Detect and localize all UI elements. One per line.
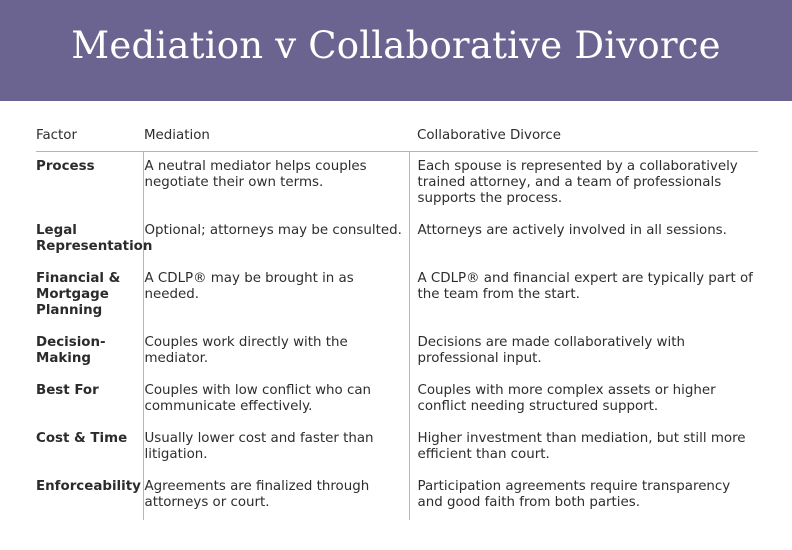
factor-cell: Decision-Making	[36, 328, 143, 376]
header-collaborative: Collaborative Divorce	[409, 126, 758, 152]
header-mediation: Mediation	[143, 126, 409, 152]
factor-cell: Enforceability	[36, 472, 143, 520]
collaborative-cell: Each spouse is represented by a collaboratively trained attorney, and a team of professionals supports the process.	[417, 159, 738, 206]
table-row	[36, 152, 758, 217]
table-row	[36, 376, 758, 424]
collaborative-cell: Couples with more complex assets or higher conflict needing structured support.	[417, 383, 716, 414]
collaborative-cell: Participation agreements require transparency and good faith from both parties.	[417, 479, 731, 510]
mediation-cell: Agreements are finalized through attorneys or court.	[143, 472, 409, 520]
table-row	[36, 216, 758, 264]
table-row	[36, 472, 758, 520]
factor-cell: Cost & Time	[36, 424, 143, 472]
factor-cell: Legal Representation	[36, 216, 143, 264]
table-row	[36, 424, 758, 472]
mediation-cell: Usually lower cost and faster than litigation.	[143, 424, 409, 472]
factor-cell: Financial & Mortgage Planning	[36, 264, 143, 328]
title-banner	[0, 0, 792, 101]
collaborative-cell: Decisions are made collaboratively with professional input.	[417, 335, 685, 366]
mediation-cell: Couples with low conflict who can communicate effectively.	[143, 376, 409, 424]
factor-cell: Best For	[36, 376, 143, 424]
header-factor: Factor	[36, 126, 143, 152]
mediation-cell: A CDLP® may be brought in as needed.	[143, 264, 409, 328]
mediation-cell: Optional; attorneys may be consulted.	[143, 216, 409, 264]
table-row	[36, 328, 758, 376]
table-row	[36, 264, 758, 328]
collaborative-cell: Higher investment than mediation, but still more efficient than court.	[417, 431, 746, 462]
collaborative-cell: A CDLP® and financial expert are typically part of the team from the start.	[417, 271, 753, 302]
comparison-table-container	[36, 126, 758, 520]
collaborative-cell: Attorneys are actively involved in all sessions.	[417, 223, 727, 238]
mediation-cell: Couples work directly with the mediator.	[143, 328, 409, 376]
page-title: Mediation v Collaborative Divorce	[71, 24, 721, 67]
factor-cell: Process	[36, 152, 143, 217]
comparison-table	[36, 126, 758, 520]
header-row	[36, 126, 758, 152]
table-header	[36, 126, 758, 152]
mediation-cell: A neutral mediator helps couples negotiate their own terms.	[143, 152, 409, 217]
table-body	[36, 152, 758, 521]
